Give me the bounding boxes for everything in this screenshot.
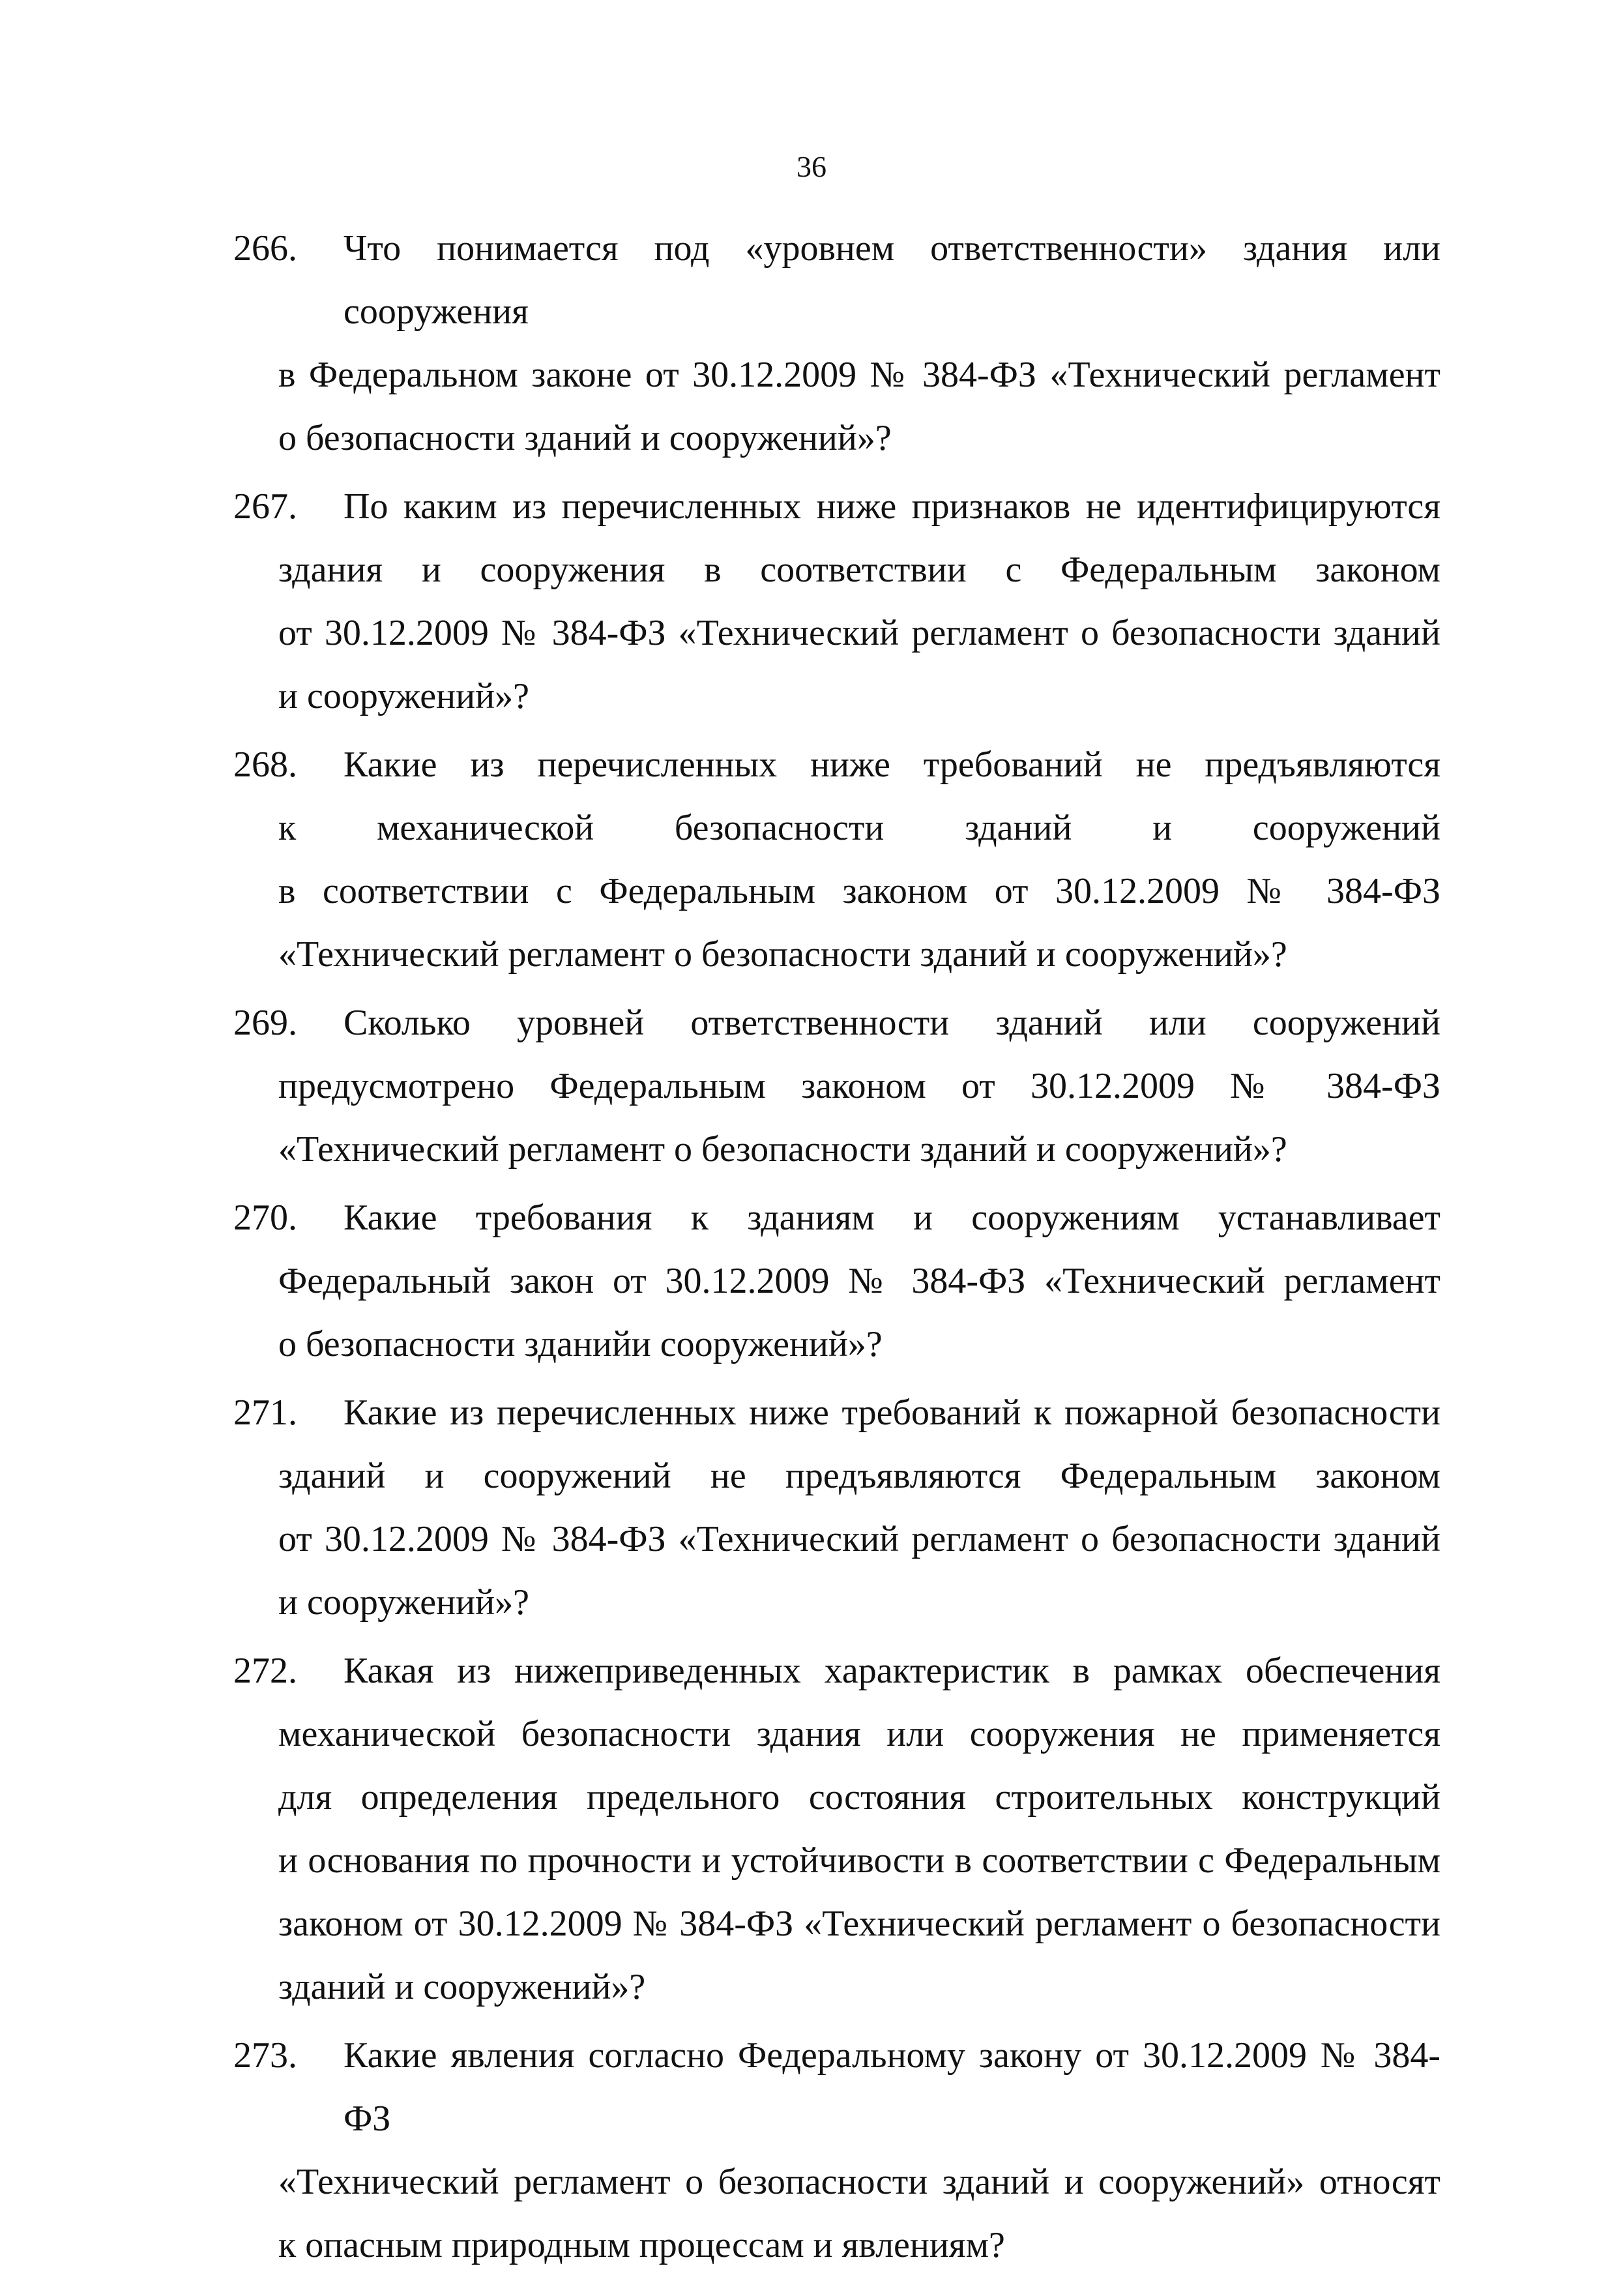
question-item [233,475,1440,728]
page-number: 36 [797,150,826,183]
question-item [233,2024,1440,2277]
question-text [278,1381,1440,1634]
question-text-line: механической безопасности здания или сооружения не применяется [278,1714,1440,1754]
question-text-line: Федеральный закон от 30.12.2009 № 384-ФЗ «Технический регламент [278,1261,1440,1301]
question-text-line: о безопасности зданий и сооружений»? [278,418,892,458]
question-text [278,217,1440,470]
question-item [233,733,1440,986]
question-text-line: и сооружений»? [278,676,529,716]
question-text-line: предусмотрено Федеральным законом от 30.12.2009 № 384-ФЗ [278,1066,1440,1106]
question-text-line: к механической безопасности зданий и сооружений [278,808,1440,848]
question-text-line: Какие явления согласно Федеральному закону от 30.12.2009 № 384-ФЗ [344,2035,1440,2139]
question-number: 272. [233,1651,297,1691]
question-text [278,1186,1440,1376]
question-text [278,1640,1440,2019]
question-number: 269. [233,1003,297,1043]
question-text-line: «Технический регламент о безопасности зданий и сооружений»? [278,934,1287,975]
question-text-line: и основания по прочности и устойчивости в соответствии с Федеральным [278,1840,1440,1881]
question-text [278,992,1440,1181]
question-number: 268. [233,744,297,785]
question-item [233,1186,1440,1376]
question-text-line: Какие из перечисленных ниже требований к пожарной безопасности [344,1392,1440,1433]
question-text-line: Какие из перечисленных ниже требований не предъявляются [344,744,1440,785]
question-number: 273. [233,2035,297,2076]
question-item [233,992,1440,1181]
question-number: 266. [233,228,297,269]
question-item [233,1381,1440,1634]
question-text-line: Что понимается под «уровнем ответственности» здания или сооружения [344,228,1440,332]
question-number: 267. [233,486,297,527]
question-text-line: в Федеральном законе от 30.12.2009 № 384-ФЗ «Технический регламент [278,355,1440,395]
question-text-line: зданий и сооружений»? [278,1967,646,2007]
question-text-line: о безопасности зданийи сооружений»? [278,1324,883,1364]
question-text-line: Сколько уровней ответственности зданий или сооружений [344,1003,1440,1043]
question-text-line: Какая из нижеприведенных характеристик в рамках обеспечения [344,1651,1440,1691]
question-text-line: от 30.12.2009 № 384-ФЗ «Технический регламент о безопасности зданий [278,613,1440,653]
question-text-line: в соответствии с Федеральным законом от 30.12.2009 № 384-ФЗ [278,871,1440,911]
question-text-line: Какие требования к зданиям и сооружениям устанавливает [344,1198,1440,1238]
question-text-line: законом от 30.12.2009 № 384-ФЗ «Технический регламент о безопасности [278,1904,1440,1944]
question-text-line: зданий и сооружений не предъявляются Федеральным законом [278,1456,1440,1496]
question-text-line: для определения предельного состояния строительных конструкций [278,1777,1440,1818]
question-text [278,2024,1440,2277]
question-number: 270. [233,1198,297,1238]
question-text [278,475,1440,728]
question-item [233,1640,1440,2019]
question-text-line: «Технический регламент о безопасности зданий и сооружений»? [278,1129,1287,1170]
question-text-line: к опасным природным процессам и явлениям? [278,2225,1005,2265]
question-text-line: «Технический регламент о безопасности зданий и сооружений» относят [278,2162,1440,2202]
question-list [233,217,1440,2282]
question-text-line: и сооружений»? [278,1582,529,1623]
question-text-line: По каким из перечисленных ниже признаков не идентифицируются [344,486,1440,527]
question-text [278,733,1440,986]
question-item [233,217,1440,470]
question-text-line: от 30.12.2009 № 384-ФЗ «Технический регламент о безопасности зданий [278,1519,1440,1559]
question-text-line: здания и сооружения в соответствии с Федеральным законом [278,550,1440,590]
question-number: 271. [233,1392,297,1433]
